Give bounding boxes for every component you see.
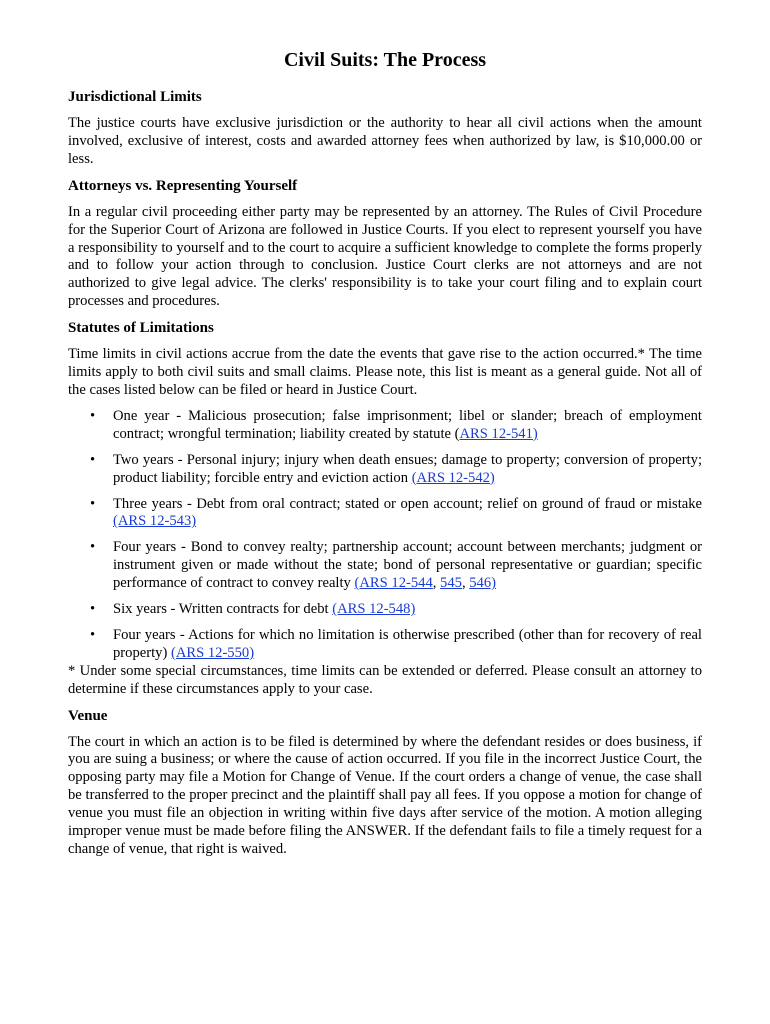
paragraph-venue: The court in which an action is to be filed is determined by where the defendant resides or does business, if you are suing a business; or where the cause of action occurred. If you file in the incorrect Justice Court, the opposing party may file a Motion for Change of Venue. If the court orders a change of venue, the case shall be transferred to the proper precinct and the plaintiff shall pay all fees. If you oppose a motion for change of venue you must file an objection in writing within five days after service of the motion. A motion alleging improper venue must be made before filing the ANSWER. If the defendant fails to file a timely request for a change of venue, that right is waived.	[68, 733, 702, 857]
bullet-icon: •	[90, 601, 96, 618]
list-item-text: Four years - Bond to convey realty; partnership account; account between merchants; judgment or instrument given or made without the state; bond of personal representative or guardian; specific performance of contract to convey realty	[113, 539, 702, 592]
heading-attorneys: Attorneys vs. Representing Yourself	[68, 177, 298, 194]
list-item	[68, 539, 702, 593]
list-item	[68, 452, 702, 488]
link-separator: ,	[461, 575, 470, 592]
heading-venue: Venue	[68, 707, 108, 724]
list-item	[68, 408, 702, 444]
ars-link[interactable]: ARS 12-541)	[459, 425, 538, 442]
bullet-icon: •	[90, 495, 96, 512]
bullet-icon: •	[90, 626, 96, 643]
ars-link[interactable]: 545	[440, 575, 462, 592]
list-item-text: Three years - Debt from oral contract; stated or open account; relief on ground of fraud or mistake	[113, 495, 702, 512]
list-item	[68, 627, 702, 663]
ars-link[interactable]: (ARS 12-543)	[113, 513, 197, 530]
list-item-text: One year - Malicious prosecution; false imprisonment; libel or slander; breach of employment contract; wrongful termination; liability created by statute (	[113, 407, 702, 442]
bullet-icon: •	[90, 451, 96, 468]
page-title: Civil Suits: The Process	[283, 49, 487, 71]
ars-link[interactable]: (ARS 12-544	[354, 575, 433, 592]
list-item	[68, 496, 702, 532]
ars-link[interactable]: (ARS 12-550)	[170, 644, 255, 661]
footnote: * Under some special circumstances, time limits can be extended or deferred. Please consult an attorney to determine if these circumstances apply to your case.	[68, 662, 702, 697]
ars-link[interactable]: 546)	[469, 575, 496, 592]
list-item-text: Four years - Actions for which no limitation is otherwise prescribed (other than for recovery of real property)	[113, 626, 702, 661]
link-separator: ,	[432, 575, 441, 592]
paragraph-jurisdictional-limits: The justice courts have exclusive jurisdiction or the authority to hear all civil actions when the amount involved, exclusive of interest, costs and awarded attorney fees when authorized by law, is $10,000.00 or less.	[68, 115, 702, 167]
list-item	[68, 601, 702, 619]
limitations-list	[68, 408, 702, 663]
heading-statutes-of-limitations: Statutes of Limitations	[68, 320, 214, 337]
paragraph-attorneys: In a regular civil proceeding either party may be represented by an attorney. The Rules of Civil Procedure for the Superior Court of Arizona are followed in Justice Courts. If you elect to represent yourself you have a responsibility to yourself and to the court to acquire a sufficient knowledge to complete the forms properly and to follow your action through to conclusion. Justice Court clerks are not attorneys and are not authorized to give legal advice. The clerks' responsibility is to take your court filing and to explain court processes and procedures.	[68, 203, 702, 310]
heading-jurisdictional-limits: Jurisdictional Limits	[68, 89, 202, 105]
ars-link[interactable]: (ARS 12-542)	[411, 469, 495, 486]
paragraph-statutes-of-limitations: Time limits in civil actions accrue from the date the events that gave rise to the action occurred.* The time limits apply to both civil suits and small claims. Please note, this list is meant as a general guide. Not all of the cases listed below can be filed or heard in Justice Court.	[68, 346, 702, 398]
list-item-text: Six years - Written contracts for debt	[113, 601, 333, 618]
ars-link[interactable]: (ARS 12-548)	[332, 601, 416, 618]
bullet-icon: •	[90, 539, 96, 556]
bullet-icon: •	[90, 407, 96, 424]
list-item-text: Two years - Personal injury; injury when death ensues; damage to property; conversion of property; product liability; forcible entry and eviction action	[113, 451, 702, 486]
